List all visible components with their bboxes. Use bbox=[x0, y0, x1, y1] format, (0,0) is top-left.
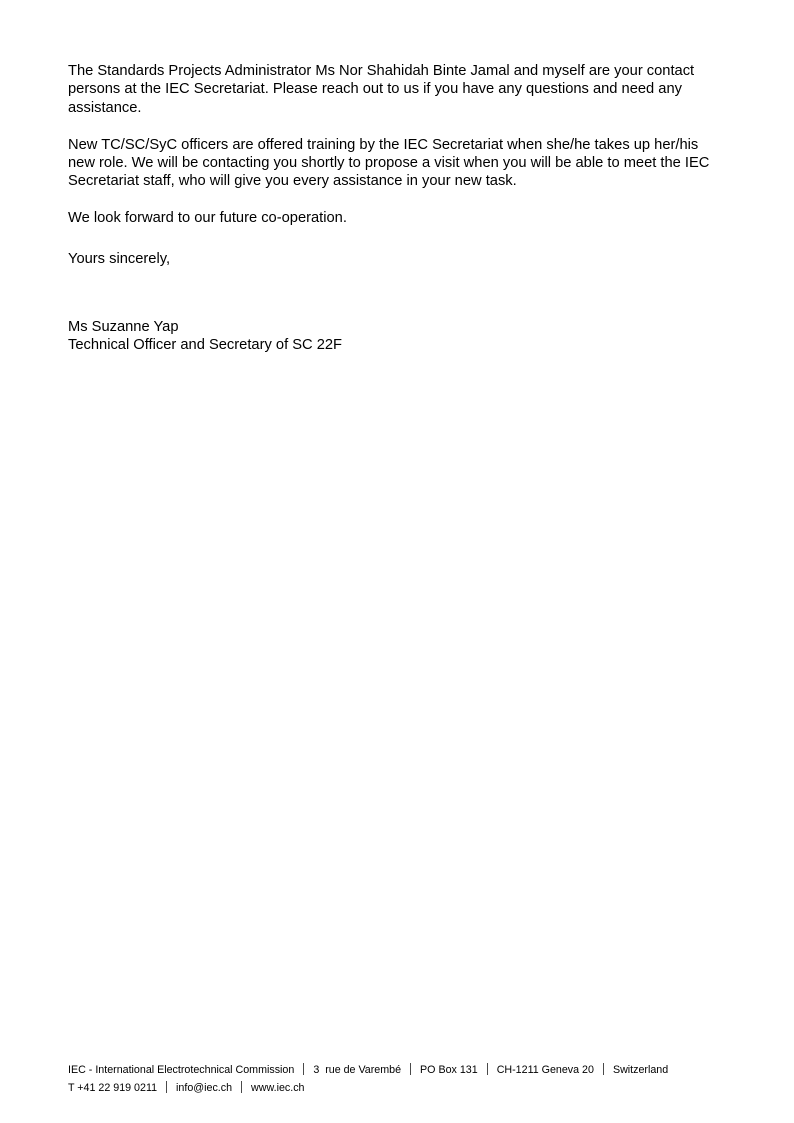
separator-bar-icon bbox=[487, 1063, 488, 1075]
paragraph-officer-training: New TC/SC/SyC officers are offered training by the IEC Secretariat when she/he takes up her/his new role. We will be contacting you shortly to propose a visit when you will be able to meet the IEC Secretariat staff, who will give you every assistance in your new task. bbox=[68, 136, 710, 190]
footer-email: info@iec.ch bbox=[176, 1081, 233, 1094]
signature-name: Ms Suzanne Yap bbox=[68, 319, 179, 336]
footer-po-box: PO Box 131 bbox=[420, 1064, 478, 1076]
footer-street: 3 rue de Varembé bbox=[313, 1064, 402, 1076]
paragraph-cooperation: We look forward to our future co-operation. bbox=[68, 210, 347, 227]
separator-bar-icon bbox=[166, 1081, 167, 1093]
signature-title: Technical Officer and Secretary of SC 22F bbox=[68, 337, 343, 354]
footer-address-line bbox=[68, 1062, 668, 1080]
footer-country: Switzerland bbox=[612, 1064, 669, 1076]
separator-bar-icon bbox=[603, 1063, 604, 1075]
footer-phone: T +41 22 919 0211 bbox=[68, 1081, 158, 1094]
signature-block bbox=[68, 318, 718, 355]
footer-contact-line bbox=[68, 1080, 668, 1098]
page-footer bbox=[68, 1062, 668, 1097]
footer-city: CH-1211 Geneva 20 bbox=[496, 1064, 594, 1076]
letter-body bbox=[68, 62, 718, 355]
separator-bar-icon bbox=[410, 1063, 411, 1075]
footer-organization: IEC - International Electrotechnical Commission bbox=[68, 1064, 295, 1076]
separator-bar-icon bbox=[303, 1063, 304, 1075]
separator-bar-icon bbox=[241, 1081, 242, 1093]
closing-salutation: Yours sincerely, bbox=[68, 250, 171, 267]
paragraph-contact-persons: The Standards Projects Administrator Ms Nor Shahidah Binte Jamal and myself are your contact persons at the IEC Secretariat. Please reach out to us if you have any questions and need any assistance. bbox=[68, 63, 695, 116]
footer-website: www.iec.ch bbox=[251, 1081, 305, 1094]
